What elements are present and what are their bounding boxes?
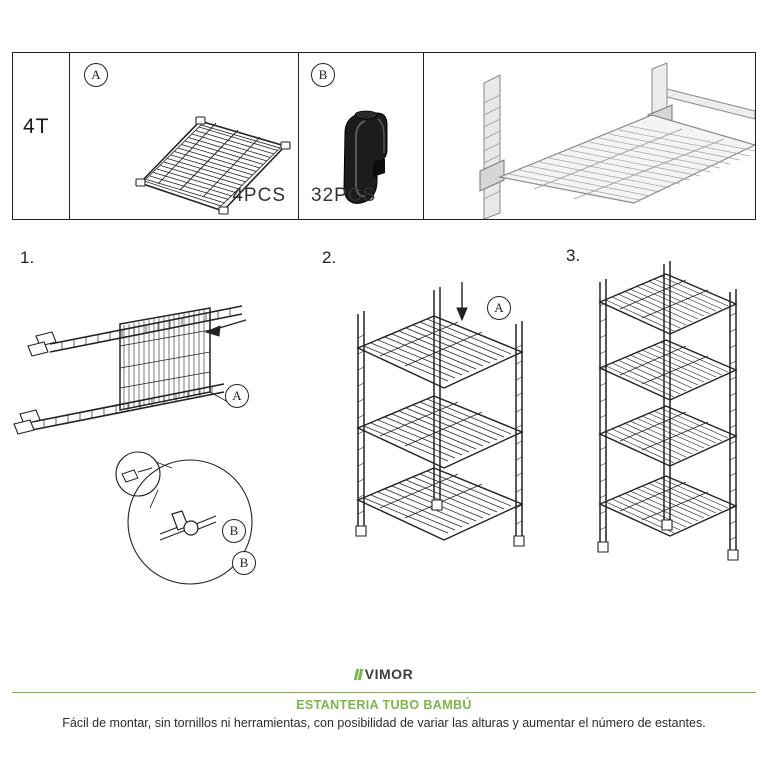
parts-preview-cell [424,53,755,219]
step-1-badge-b-2: B [232,551,256,575]
parts-quantity-label: 4T [23,115,50,138]
step-1-number: 1. [20,248,35,267]
part-b-cell [299,53,424,219]
part-a-cell [69,53,299,219]
step-1-illustration [10,262,310,602]
brand-logo [0,666,768,684]
step-2-badge-a: A [487,296,511,320]
parts-quantity-cell [13,53,69,219]
step-1-badge-b-1: B [222,519,246,543]
logo-text: VIMOR [364,666,414,682]
footer-subtitle: Fácil de montar, sin tornillos ni herramientas, con posibilidad de variar las alturas y aumentar el número de estantes. [62,716,706,730]
step-1-badge-a: A [225,384,249,408]
step-3-illustration [578,258,758,578]
parts-box [12,52,756,220]
logo-bars-icon [355,667,363,683]
step-2-illustration [330,268,550,588]
footer-title: ESTANTERIA TUBO BAMBÚ [296,698,472,712]
step-3-number: 3. [566,246,581,265]
part-b-badge: B [311,63,335,87]
part-a-badge: A [84,63,108,87]
shelf-corner-detail-illustration [424,53,755,219]
step-2-number: 2. [322,248,337,267]
part-a-quantity: 4PCS [232,185,286,206]
part-b-quantity: 32PCS [311,185,377,206]
footer-divider [12,692,756,693]
